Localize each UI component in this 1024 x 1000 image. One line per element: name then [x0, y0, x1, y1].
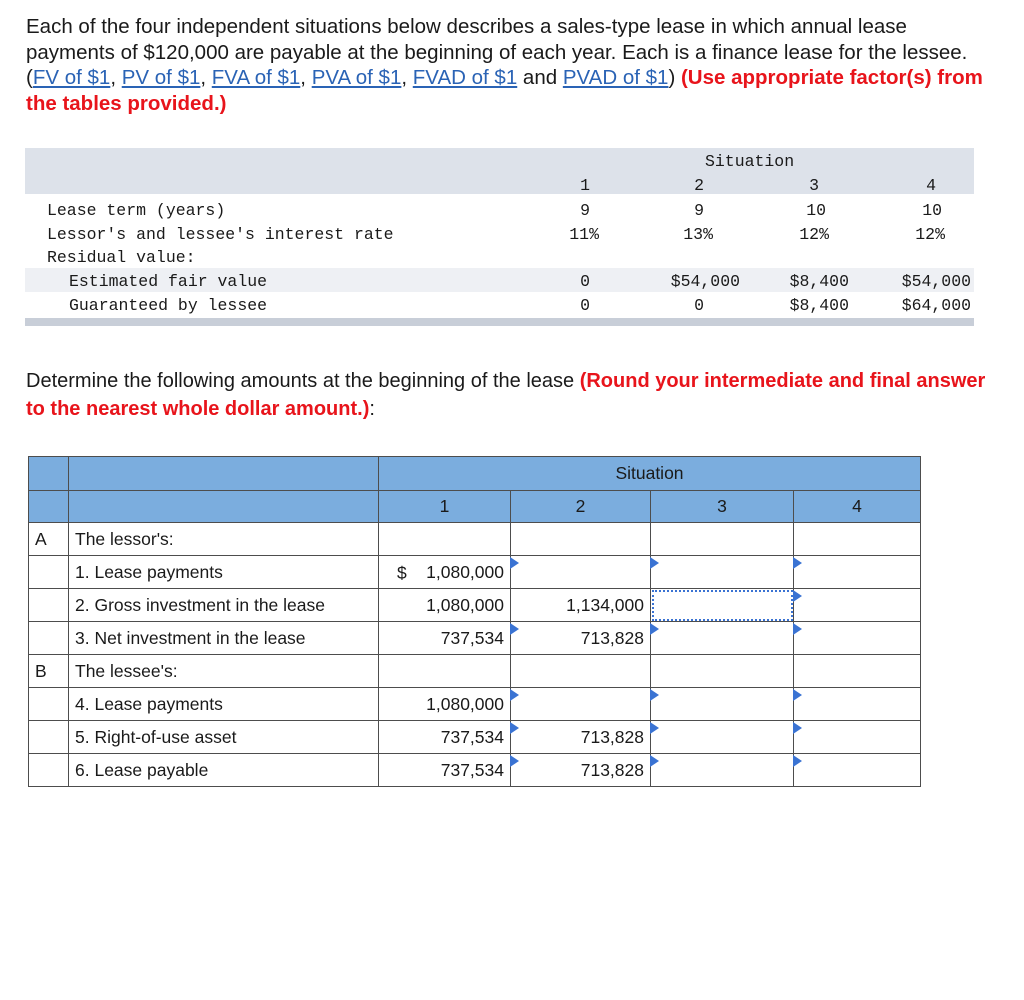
section-label-lessee: The lessee's:: [69, 655, 379, 688]
link-fva[interactable]: FVA of $1: [211, 66, 301, 89]
given-value: $8,400: [789, 272, 849, 291]
section-row-lessee: [29, 655, 921, 688]
answer-input[interactable]: [651, 688, 794, 721]
given-label-fair-value: Estimated fair value: [69, 272, 268, 291]
answer-input[interactable]: [794, 754, 921, 787]
answer-input[interactable]: 737,534: [379, 622, 511, 655]
dollar-sign: $: [397, 563, 407, 583]
given-sit-1: 1: [580, 176, 590, 195]
given-value: 13%: [683, 225, 713, 244]
answer-input[interactable]: 713,828: [511, 622, 651, 655]
link-pva[interactable]: PVA of $1: [311, 66, 402, 89]
rounding-instruction: (Round your intermediate and final answer to the nearest whole dollar amount.): [26, 370, 986, 420]
answer-input[interactable]: $ 1,080,000: [379, 556, 511, 589]
given-bottom-rule: [25, 318, 974, 326]
row-label: 6. Lease payable: [69, 754, 379, 787]
given-value: 11%: [569, 225, 599, 244]
table-row-net-investment: [29, 622, 921, 655]
given-value: $54,000: [901, 272, 971, 291]
answer-input[interactable]: [794, 556, 921, 589]
link-fv[interactable]: FV of $1: [32, 66, 111, 89]
answer-input-focused[interactable]: [651, 589, 794, 622]
given-header-band: [25, 148, 974, 194]
given-value: 0: [580, 272, 590, 291]
row-label: 5. Right-of-use asset: [69, 721, 379, 754]
intro-instruction: (Use appropriate factor(s) from the tables provided.): [26, 66, 983, 115]
grid-header-row-2: [29, 491, 921, 523]
given-sit-3: 3: [809, 176, 819, 195]
section-label-lessor: The lessor's:: [69, 523, 379, 556]
situation-header: Situation: [379, 457, 921, 491]
given-value: 9: [580, 201, 590, 220]
answer-input[interactable]: [794, 622, 921, 655]
given-value: $54,000: [670, 272, 740, 291]
answer-input[interactable]: 713,828: [511, 754, 651, 787]
answer-input[interactable]: [651, 721, 794, 754]
given-value: 0: [580, 296, 590, 315]
given-label-residual: Residual value:: [47, 248, 196, 267]
answer-input[interactable]: [511, 688, 651, 721]
given-label-lease-term: Lease term (years): [47, 201, 226, 220]
answer-input[interactable]: 1,080,000: [379, 589, 511, 622]
table-row-lease-payable: [29, 754, 921, 787]
given-value: 9: [694, 201, 704, 220]
given-label-interest-rate: Lessor's and lessee's interest rate: [47, 225, 394, 244]
situation-col-3: 3: [651, 491, 794, 523]
given-value: 12%: [915, 225, 945, 244]
answer-input[interactable]: 713,828: [511, 721, 651, 754]
intro-text: Each of the four independent situations below describes a sales-type lease in which annual lease payments of $120,000 are payable at the beginning of each year. Each is a finance lease for the lessee. (: [26, 15, 968, 89]
answer-input[interactable]: 1,134,000: [511, 589, 651, 622]
given-value: 12%: [799, 225, 829, 244]
given-value: 0: [694, 296, 704, 315]
given-value: 10: [806, 201, 826, 220]
answer-input[interactable]: [651, 556, 794, 589]
given-sit-4: 4: [926, 176, 936, 195]
link-fvad[interactable]: FVAD of $1: [412, 66, 518, 89]
row-label: 3. Net investment in the lease: [69, 622, 379, 655]
problem-statement: Each of the four independent situations below describes a sales-type lease in which annual lease payments of $120,000 are payable at the beginning of each year. Each is a finance lease for the lessee. (FV of $1, PV of $1, FVA of $1, PVA of $1, FVAD of $1 and PVAD of $1) (Use appropriate factor(s) from the tables provided.): [26, 15, 983, 115]
given-data-table: [25, 148, 974, 326]
task-prompt: Determine the following amounts at the beginning of the lease (Round your intermediate and final answer to the nearest whole dollar amount.):: [26, 370, 986, 420]
section-row-lessor: [29, 523, 921, 556]
answer-input[interactable]: [651, 622, 794, 655]
answer-input[interactable]: [794, 721, 921, 754]
section-letter-b: B: [29, 655, 69, 688]
answer-input[interactable]: [651, 754, 794, 787]
given-situation-header: Situation: [705, 152, 795, 171]
answer-input[interactable]: [511, 556, 651, 589]
section-letter-a: A: [29, 523, 69, 556]
situation-col-4: 4: [794, 491, 921, 523]
link-pvad[interactable]: PVAD of $1: [562, 66, 669, 89]
answer-input[interactable]: 1,080,000: [379, 688, 511, 721]
situation-col-2: 2: [511, 491, 651, 523]
answer-input[interactable]: 737,534: [379, 754, 511, 787]
given-value: $64,000: [901, 296, 971, 315]
table-row-lease-payments-lessor: [29, 556, 921, 589]
grid-header-row-1: [29, 457, 921, 491]
given-label-guaranteed: Guaranteed by lessee: [69, 296, 268, 315]
answer-grid: [28, 456, 921, 787]
table-row-right-of-use-asset: [29, 721, 921, 754]
link-pv[interactable]: PV of $1: [121, 66, 201, 89]
row-label: 4. Lease payments: [69, 688, 379, 721]
table-row-lease-payments-lessee: [29, 688, 921, 721]
row-label: 1. Lease payments: [69, 556, 379, 589]
answer-input[interactable]: [794, 589, 921, 622]
answer-input[interactable]: 737,534: [379, 721, 511, 754]
given-sit-2: 2: [694, 176, 704, 195]
given-value: $8,400: [789, 296, 849, 315]
answer-input[interactable]: [794, 688, 921, 721]
given-value: 10: [922, 201, 942, 220]
situation-col-1: 1: [379, 491, 511, 523]
row-label: 2. Gross investment in the lease: [69, 589, 379, 622]
table-row-gross-investment: [29, 589, 921, 622]
